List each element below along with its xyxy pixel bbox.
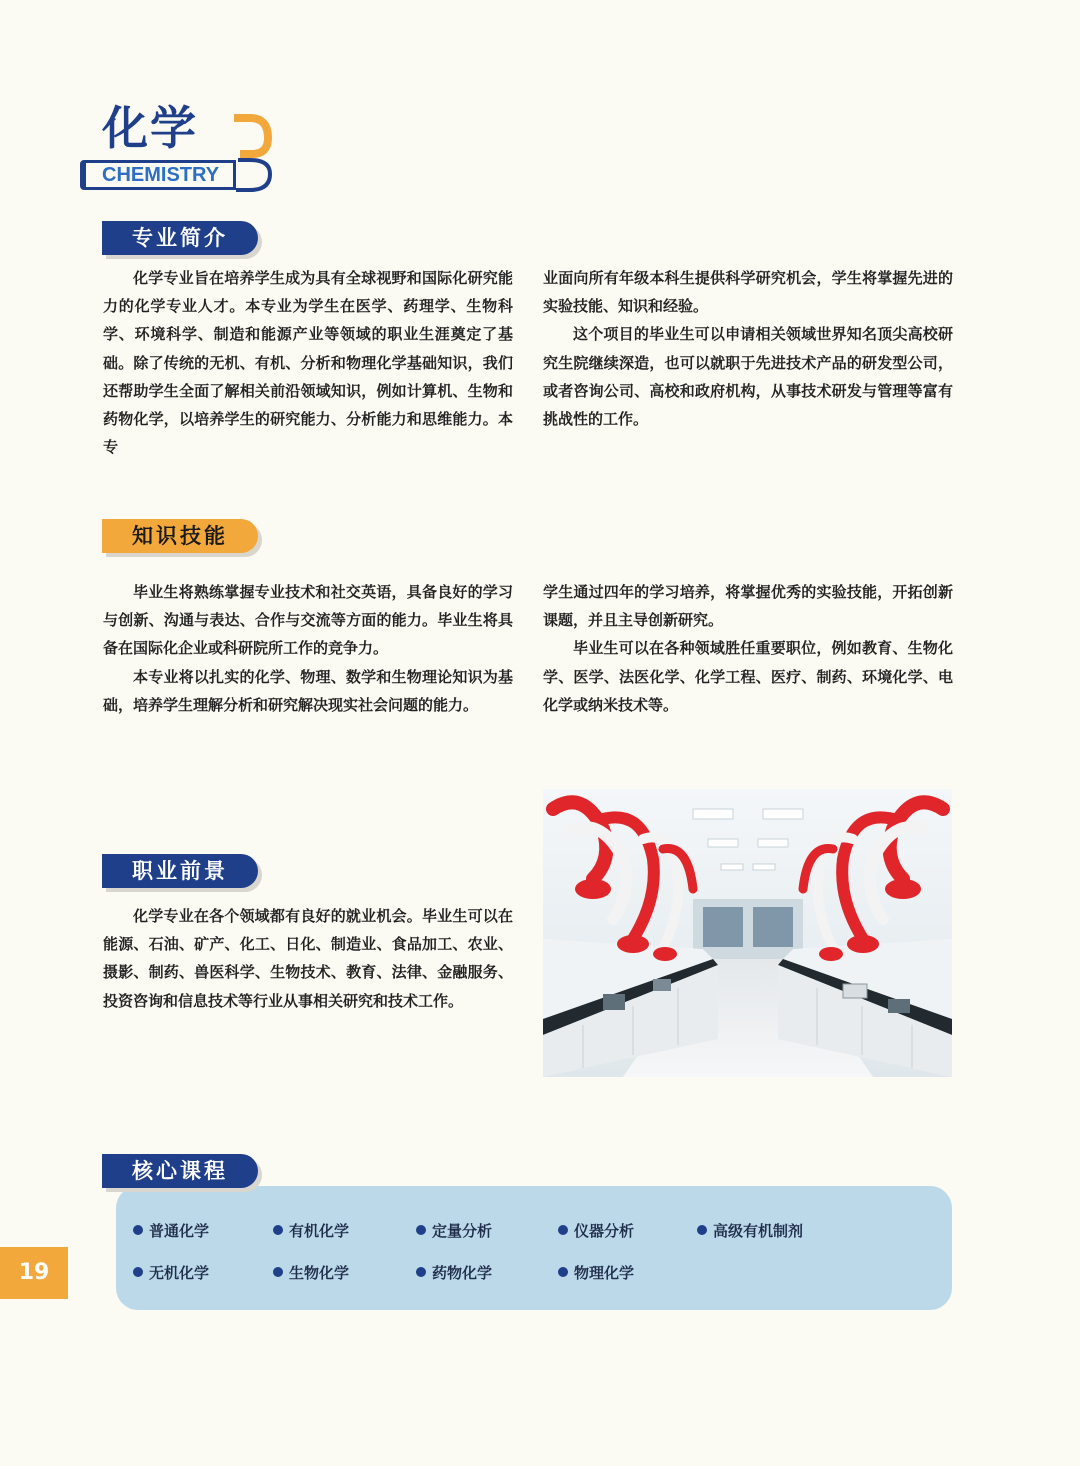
- bullet-icon: [697, 1225, 707, 1235]
- course-item: 生物化学: [273, 1263, 349, 1283]
- section-heading-courses: 核心课程: [102, 1154, 262, 1192]
- bullet-icon: [416, 1225, 426, 1235]
- bullet-icon: [558, 1267, 568, 1277]
- bullet-icon: [416, 1267, 426, 1277]
- paragraph: 这个项目的毕业生可以申请相关领域世界知名顶尖高校研究生院继续深造，也可以就职于先进技术产品的研发型公司，或者咨询公司、高校和政府机构，从事技术研发与管理等富有挑战性的工作。: [543, 325, 953, 429]
- bullet-icon: [133, 1225, 143, 1235]
- section-heading-intro: 专业简介: [102, 221, 262, 259]
- bullet-icon: [558, 1225, 568, 1235]
- section-heading-career: 职业前景: [102, 854, 262, 892]
- career-column: [103, 902, 513, 1015]
- course-item: 高级有机制剂: [697, 1221, 803, 1241]
- core-courses-panel: [116, 1186, 952, 1310]
- page-subtitle: CHEMISTRY: [102, 164, 220, 186]
- course-item: 物理化学: [558, 1263, 634, 1283]
- course-item: 药物化学: [416, 1263, 492, 1283]
- ribbon-curl-icon: [230, 114, 274, 194]
- page-title: 化学: [102, 101, 198, 155]
- paragraph: 毕业生可以在各种领域胜任重要职位，例如教育、生物化学、医学、法医化学、化学工程、医疗、制药、环境化学、电化学或纳米技术等。: [543, 639, 953, 714]
- bullet-icon: [273, 1225, 283, 1235]
- course-item: 定量分析: [416, 1221, 492, 1241]
- paragraph: 化学专业旨在培养学生成为具有全球视野和国际化研究能力的化学专业人才。本专业为学生在医学、药理学、生物科学、环境科学、制造和能源产业等领域的职业生涯奠定了基础。除了传统的无机、有机、分析和物理化学基础知识，我们还帮助学生全面了解相关前沿领域知识，例如计算机、生物和药物化学，以培养学生的研究能力、分析能力和思维能力。本专: [103, 269, 513, 457]
- course-item: 无机化学: [133, 1263, 209, 1283]
- course-item: 有机化学: [273, 1221, 349, 1241]
- course-item: 仪器分析: [558, 1221, 634, 1241]
- paragraph: 本专业将以扎实的化学、物理、数学和生物理论知识为基础，培养学生理解分析和研究解决现实社会问题的能力。: [103, 667, 513, 714]
- paragraph: 化学专业在各个领域都有良好的就业机会。毕业生可以在能源、石油、矿产、化工、日化、制造业、食品加工、农业、摄影、制药、兽医科学、生物技术、教育、法律、金融服务、投资咨询和信息技术等行业从事相关研究和技术工作。: [103, 907, 513, 1010]
- skills-left-column: [103, 578, 513, 719]
- intro-left-column: [103, 264, 513, 461]
- bullet-icon: [273, 1267, 283, 1277]
- paragraph: 学生通过四年的学习培养，将掌握优秀的实验技能，开拓创新课题，并且主导创新研究。: [543, 583, 953, 630]
- laboratory-photo: [543, 789, 952, 1077]
- bullet-icon: [133, 1267, 143, 1277]
- paragraph: 业面向所有年级本科生提供科学研究机会，学生将掌握先进的实验技能、知识和经验。: [543, 269, 953, 316]
- page-number: 19: [0, 1247, 68, 1299]
- intro-right-column: [543, 264, 953, 433]
- skills-right-column: [543, 578, 953, 719]
- course-item: 普通化学: [133, 1221, 209, 1241]
- paragraph: 毕业生将熟练掌握专业技术和社交英语，具备良好的学习与创新、沟通与表达、合作与交流等方面的能力。毕业生将具备在国际化企业或科研院所工作的竞争力。: [103, 583, 513, 658]
- section-heading-skills: 知识技能: [102, 519, 262, 557]
